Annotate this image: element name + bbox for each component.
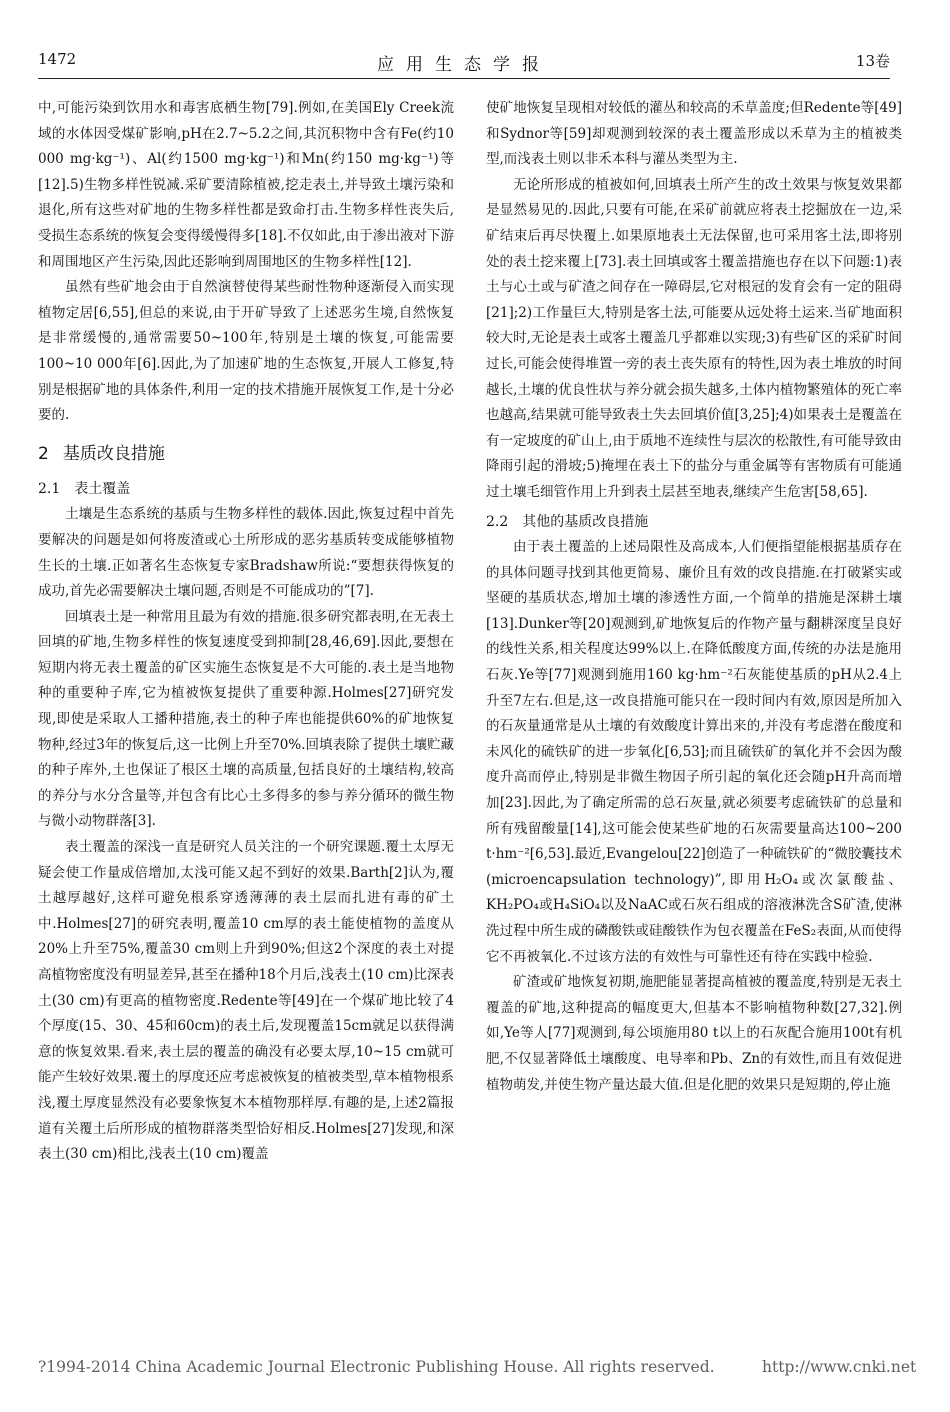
paragraph: 表土覆盖的深浅一直是研究人员关注的一个研究课题.覆土太厚无疑会使工作量成倍增加,太浅可能又起不到好的效果.Barth[2]认为,覆土越厚越好,这样可避免根系穿透薄薄的表土层而扎进有毒的矿土中.Holmes[27]的研究表明,覆盖10 cm厚的表土能使植物的盖度从20%上升至75%,覆盖30 cm则上升到90%;但这2个深度的表土对提高植物密度没有明显差异,甚至在播种18个月后,浅表土(10 cm)比深表土(30 cm)有更高的植物密度.Redente等[49]在一个煤矿地比较了4个厚度(15、30、45和60cm)的表土后,发现覆盖15cm就足以获得满意的恢复效果.看来,表土层的覆盖的确没有必要太厚,10~15 cm就可能产生较好效果.覆土的厚度还应考虑被恢复的植被类型,草本植物根系浅,覆土厚度显然没有必要象恢复木本植物那样厚.有趣的是,上述2篇报道有关覆土后所形成的植物群落类型恰好相反.Holmes[27]发现,和深表土(30 cm)相比,浅表土(10 cm)覆盖: [38, 839, 454, 1163]
paragraph: 无论所形成的植被如何,回填表土所产生的改土效果与恢复效果都是显然易见的.因此,只要有可能,在采矿前就应将表土挖掘放在一边,采矿结束后再尽快覆上.如果原地表土无法保留,也可采用客土法,即将别处的表土挖来覆上[73].表土回填或客土覆盖措施也存在以下问题:1)表土与心土或与矿渣之间存在一障碍层,它对根冠的发育会有一定的阻碍[21];2)工作量巨大,特别是客土法,可能要从远处将土运来.当矿地面积较大时,无论是表土或客土覆盖几乎都难以实现;3)有些矿区的采矿时间过长,可能会使得堆置一旁的表土丧失原有的特性,因为表土堆放的时间越长,土壤的优良性状与养分就会损失越多,土体内植物繁殖体的死亡率也越高,结果就可能导致表土失去回填价值[3,25];4)如果表土是覆盖在有一定坡度的矿山上,由于质地不连续性与层次的松散性,有可能导致由降雨引起的滑坡;5)掩埋在表土下的盐分与重金属等有害物质有可能通过土壤毛细管作用上升到表土层甚至地表,继续产生危害[58,65].: [486, 176, 902, 500]
section-number: 2: [38, 443, 49, 464]
subsection-number: 2.2: [486, 513, 509, 530]
paragraph: 虽然有些矿地会由于自然演替使得某些耐性物种逐渐侵入而实现植物定居[6,55],但总的来说,由于开矿导致了上述恶劣生境,自然恢复是非常缓慢的,通常需要50~100年,特别是土壤的恢复,可能需要100~10 000年[6].因此,为了加速矿地的生态恢复,开展人工修复,特别是根据矿地的具体条件,利用一定的技术措施开展恢复工作,是十分必要的.: [38, 279, 454, 424]
subsection-heading: [38, 477, 454, 503]
right-column: [486, 96, 902, 1358]
header-rule: [38, 78, 890, 79]
left-column: [38, 96, 454, 1358]
copyright-notice: ?1994-2014 China Academic Journal Electronic Publishing House. All rights reserved.: [38, 1358, 715, 1376]
subsection-number: 2.1: [38, 480, 61, 497]
section-title: 基质改良措施: [62, 443, 165, 464]
paragraph: 由于表土覆盖的上述局限性及高成本,人们便指望能根据基质存在的具体问题寻找到其他更简易、廉价且有效的改良措施.在打破紧实或坚硬的基质状态,增加土壤的渗透性方面,一个简单的措施是深耕土壤[13].Dunker等[20]观测到,矿地恢复后的作物产量与翻耕深度呈良好的线性关系,相关程度达99%以上.在降低酸度方面,传统的办法是施用石灰.Ye等[77]观测到施用160 kg·hm⁻²石灰能使基质的pH从2.4上升至7左右.但是,这一改良措施可能只在一段时间内有效,原因是所加入的石灰量通常是从土壤的有效酸度计算出来的,并没有考虑潜在酸度和未风化的硫铁矿的进一步氧化[6,53];而且硫铁矿的氧化并不会因为酸度升高而停止,特别是非微生物因子所引起的氧化还会随pH升高而增加[23].因此,为了确定所需的总石灰量,就必须要考虑硫铁矿的总量和所有残留酸量[14],这可能会使某些矿地的石灰需要量高达100~200 t·hm⁻²[6,53].最近,Evangelou[22]创造了一种硫铁矿的“微胶囊技术(microencapsulation technology)”,即用H₂O₄或次氯酸盐、KH₂PO₄或H₄SiO₄以及NaAC或石灰石组成的溶液淋洗含S矿渣,使淋洗过程中所生成的磷酸铁或硅酸铁作为包衣覆盖在FeS₂表面,从而使得它不再被氧化.不过该方法的有效性与可靠性还有待在实践中检验.: [486, 539, 902, 965]
page-number: 1472: [38, 50, 77, 68]
subsection-heading: [486, 510, 902, 536]
paragraph: 使矿地恢复呈现相对较低的灌丛和较高的禾草盖度;但Redente等[49]和Sydnor等[59]却观测到较深的表土覆盖形成以禾草为主的植被类型,而浅表土则以非禾本科与灌丛类型为主.: [486, 100, 902, 168]
paragraph: 中,可能污染到饮用水和毒害底栖生物[79].例如,在美国Ely Creek流域的水体因受煤矿影响,pH在2.7~5.2之间,其沉积物中含有Fe(约10 000 mg·kg⁻¹)、Al(约1500 mg·kg⁻¹)和Mn(约150 mg·kg⁻¹)等[12].5)生物多样性锐减.采矿要清除植被,挖走表土,并导致土壤污染和退化,所有这些对矿地的生物多样性都是致命打击.生物多样性丧失后,受损生态系统的恢复会变得缓慢得多[18].不仅如此,由于渗出液对下游和周围地区产生污染,因此还影响到周围地区的生物多样性[12].: [38, 100, 454, 270]
subsection-title: 表土覆盖: [74, 480, 131, 497]
paragraph: 回填表土是一种常用且最为有效的措施.很多研究都表明,在无表土回填的矿地,生物多样性的恢复速度受到抑制[28,46,69].因此,要想在短期内将无表土覆盖的矿区实施生态恢复是不大可能的.表土是当地物种的重要种子库,它为植被恢复提供了重要种源.Holmes[27]研究发现,即使是采取人工播种措施,表土的种子库也能提供60%的矿地恢复物种,经过3年的恢复后,这一比例上升至70%.回填表除了提供土壤贮藏的种子库外,土也保证了根区土壤的高质量,包括良好的土壤结构,较高的养分与水分含量等,并包含有比心土多得多的参与养分循环的微生物与微小动物群落[3].: [38, 608, 454, 830]
section-heading: [38, 441, 454, 467]
website-link[interactable]: http://www.cnki.net: [762, 1358, 917, 1376]
volume-label: 13卷: [855, 52, 890, 70]
subsection-title: 其他的基质改良措施: [522, 513, 649, 530]
paragraph: 土壤是生态系统的基质与生物多样性的载体.因此,恢复过程中首先要解决的问题是如何将废渣或心土所形成的恶劣基质转变成能够植物生长的土壤.正如著名生态恢复专家Bradshaw所说:“要想获得恢复的成功,首先必需要解决土壤问题,否则是不可能成功的”[7].: [38, 506, 454, 600]
page-header: [38, 50, 890, 80]
journal-title: 应用生态学报: [377, 55, 551, 75]
paragraph: 矿渣或矿地恢复初期,施肥能显著提高植被的覆盖度,特别是无表土覆盖的矿地,这种提高的幅度更大,但基本不影响植物种数[27,32].例如,Ye等人[77]观测到,每公顷施用80 t以上的石灰配合施用100t有机肥,不仅显著降低土壤酸度、电导率和Pb、Zn的有效性,而且有效促进植物萌发,并使生物产量达最大值.但是化肥的效果只是短期的,停止施: [486, 974, 902, 1093]
